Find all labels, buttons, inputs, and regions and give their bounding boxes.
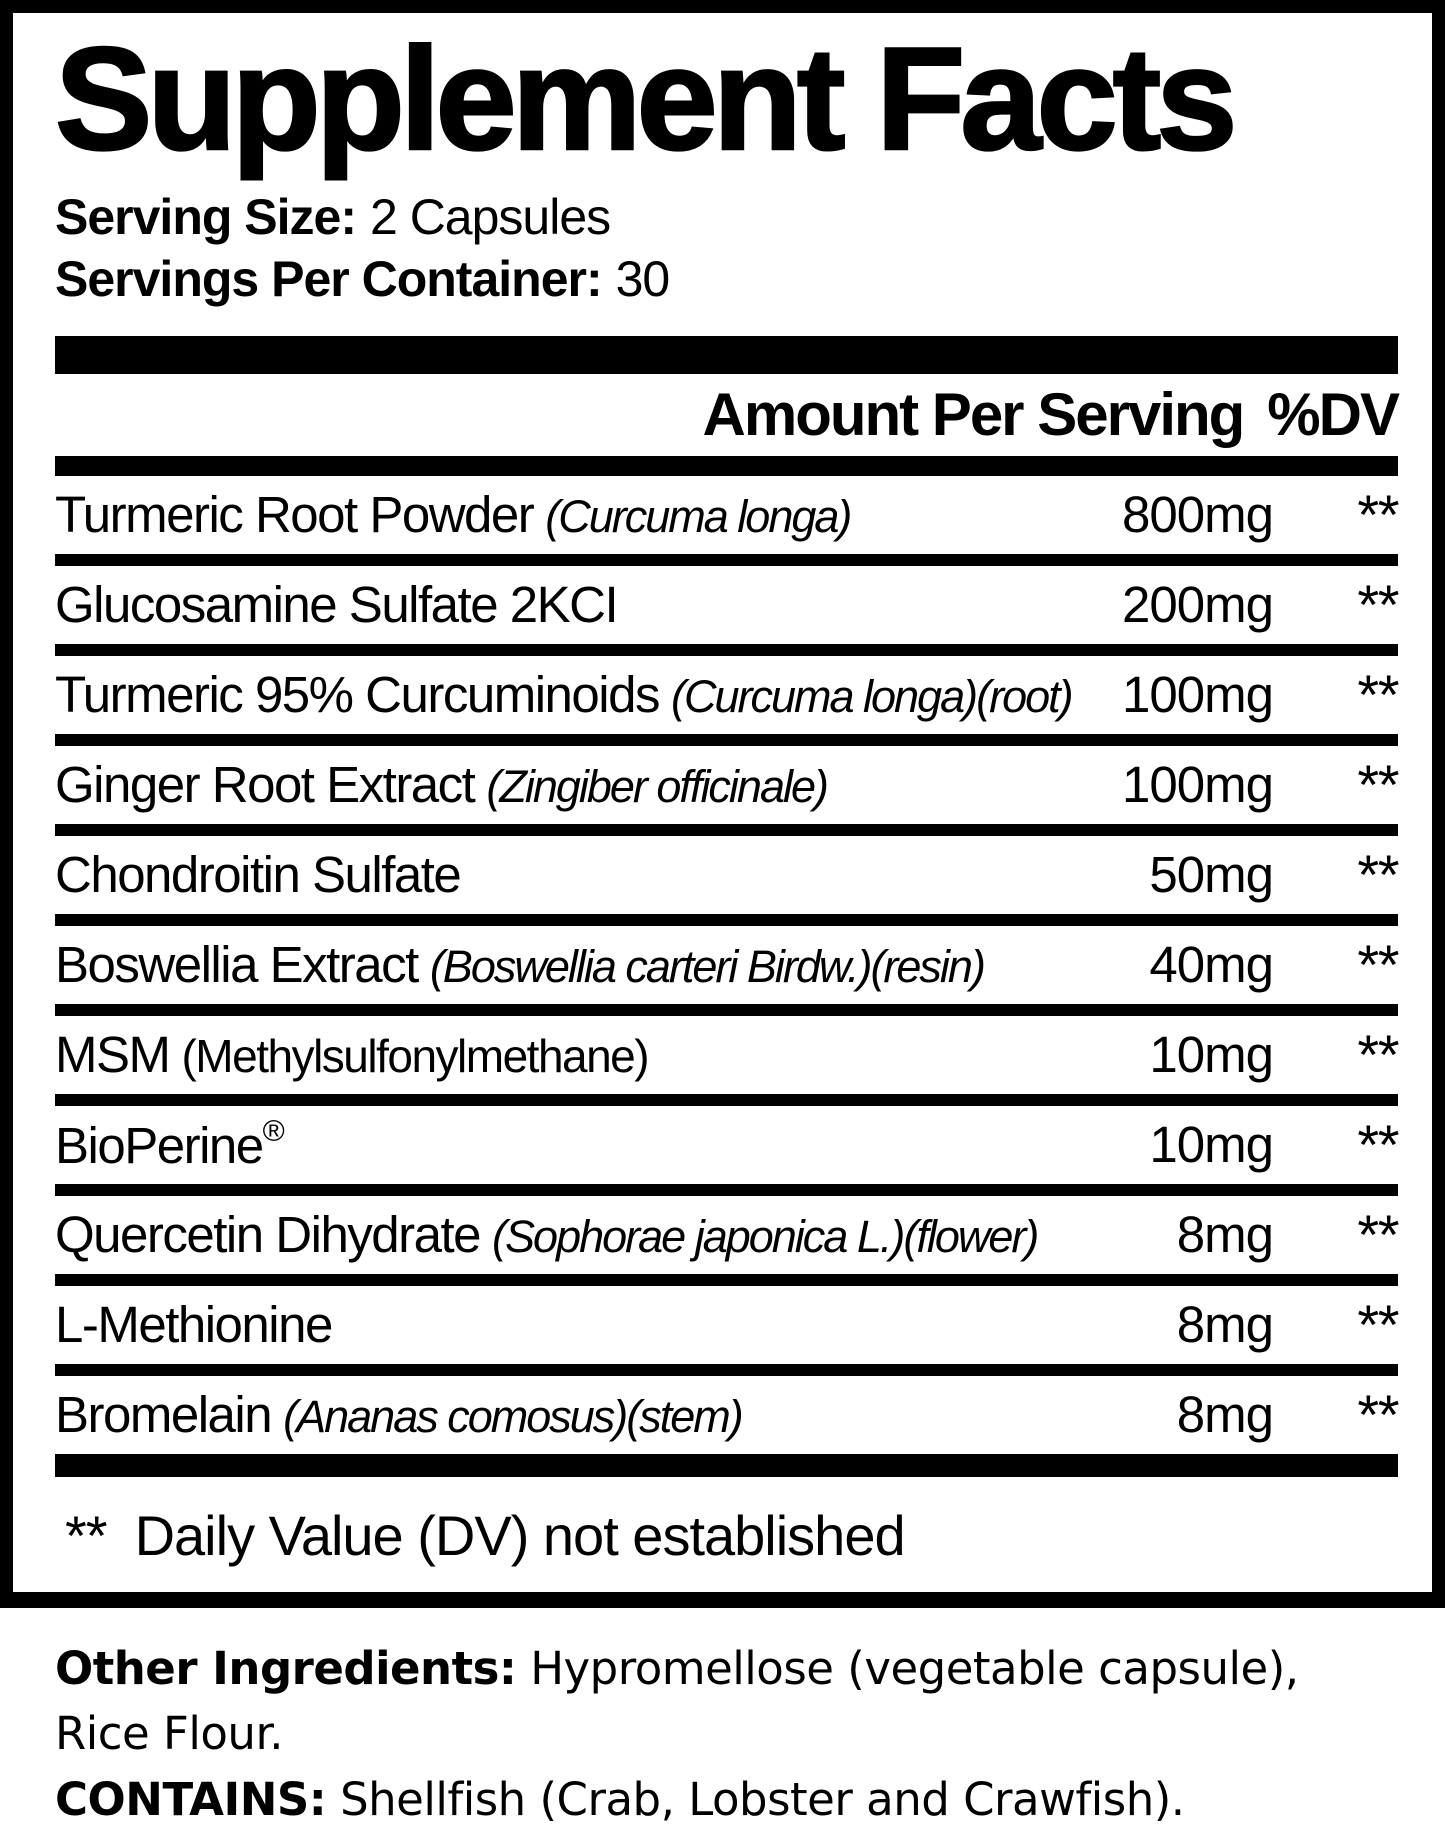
ingredient-amount: 200mg: [1122, 576, 1273, 634]
ingredient-amount: 50mg: [1149, 846, 1273, 904]
amount-per-serving-header: Amount Per Serving: [702, 381, 1244, 449]
ingredient-name: [55, 1205, 1177, 1264]
ingredient-dv: **: [1357, 663, 1398, 727]
serving-size-line: [55, 186, 1398, 248]
ingredient-note: (Methylsulfonylmethane): [181, 1030, 649, 1083]
ingredient-scientific-name: (Boswellia carteri Birdw.)(resin): [429, 941, 984, 993]
ingredient-name: [55, 1115, 1149, 1175]
ingredient-name: [55, 935, 1149, 994]
ingredient-dv: **: [1357, 1293, 1398, 1357]
dv-header: %DV: [1267, 381, 1398, 449]
ingredient-row: [55, 734, 1398, 824]
ingredient-name-text: BioPerine: [55, 1116, 263, 1174]
ingredient-dv: **: [1357, 1023, 1398, 1087]
ingredient-dv: **: [1357, 843, 1398, 907]
ingredient-row: [55, 1364, 1398, 1454]
ingredient-name-text: Boswellia Extract: [55, 936, 418, 994]
divider-thick-bottom: [55, 1454, 1398, 1477]
ingredient-name-text: L-Methionine: [55, 1296, 332, 1354]
ingredient-name: [55, 575, 1122, 634]
ingredient-scientific-name: (Curcuma longa)(root): [670, 671, 1072, 723]
ingredient-dv: **: [1357, 1383, 1398, 1447]
ingredient-row: [55, 644, 1398, 734]
ingredient-name: [55, 485, 1122, 544]
contains-text: Shellfish (Crab, Lobster and Crawfish).: [340, 1772, 1185, 1826]
ingredient-row: [55, 1274, 1398, 1364]
dv-footnote: [55, 1477, 1398, 1568]
ingredient-row: [55, 1004, 1398, 1094]
ingredient-name: [55, 665, 1122, 724]
serving-size-label: Serving Size:: [55, 188, 356, 245]
ingredient-row: [55, 914, 1398, 1004]
ingredient-amount: 100mg: [1122, 756, 1273, 814]
ingredient-name-text: MSM: [55, 1026, 170, 1084]
other-ingredients-label: Other Ingredients:: [55, 1642, 517, 1695]
table-header-row: [55, 374, 1398, 456]
ingredient-name-text: Chondroitin Sulfate: [55, 846, 461, 904]
ingredient-amount: 10mg: [1149, 1116, 1273, 1174]
ingredient-row: [55, 824, 1398, 914]
ingredient-dv: **: [1357, 1203, 1398, 1267]
ingredient-name: [55, 845, 1149, 904]
ingredient-amount: 10mg: [1149, 1026, 1273, 1084]
divider-thick-top: [55, 336, 1398, 374]
ingredient-amount: 8mg: [1176, 1206, 1273, 1264]
ingredient-name-text: Turmeric 95% Curcuminoids: [55, 666, 659, 724]
registered-mark: ®: [262, 1114, 284, 1148]
ingredient-name-text: Ginger Root Extract: [55, 756, 475, 814]
ingredient-amount: 8mg: [1176, 1296, 1273, 1354]
servings-per-container-line: [55, 248, 1398, 310]
ingredient-dv: **: [1357, 933, 1398, 997]
ingredient-dv: **: [1357, 1113, 1398, 1177]
ingredient-scientific-name: (Sophorae japonica L.)(flower): [492, 1211, 1038, 1263]
ingredient-name: [55, 755, 1122, 814]
ingredient-row: [55, 554, 1398, 644]
ingredient-scientific-name: (Ananas comosus)(stem): [283, 1391, 742, 1443]
ingredient-row: [55, 1184, 1398, 1274]
ingredient-amount: 8mg: [1176, 1386, 1273, 1444]
servings-per-container-value: 30: [615, 250, 670, 307]
ingredient-amount: 40mg: [1149, 936, 1273, 994]
ingredient-name-text: Bromelain: [55, 1386, 272, 1444]
footnote-text: Daily Value (DV) not established: [134, 1503, 905, 1567]
ingredient-name: [55, 1025, 1149, 1084]
contains-paragraph: [55, 1767, 1400, 1832]
ingredient-name: [55, 1385, 1177, 1444]
ingredient-amount: 100mg: [1122, 666, 1273, 724]
divider-under-header: [55, 456, 1398, 476]
ingredient-name: [55, 1295, 1177, 1354]
ingredient-rows: [55, 476, 1398, 1454]
panel-title: Supplement Facts: [55, 17, 1233, 180]
ingredient-amount: 800mg: [1122, 486, 1273, 544]
footnote-marker: **: [65, 1503, 107, 1567]
contains-label: CONTAINS:: [55, 1772, 327, 1826]
ingredient-dv: **: [1357, 483, 1398, 547]
serving-size-value: 2 Capsules: [370, 188, 611, 245]
other-ingredients-paragraph: [55, 1636, 1400, 1767]
ingredient-row: [55, 1094, 1398, 1184]
serving-info: [55, 186, 1398, 310]
ingredient-dv: **: [1357, 573, 1398, 637]
servings-per-container-label: Servings Per Container:: [55, 250, 602, 307]
ingredient-row: [55, 476, 1398, 554]
ingredient-scientific-name: (Zingiber officinale): [486, 761, 827, 813]
ingredient-name-text: Quercetin Dihydrate: [55, 1206, 481, 1264]
ingredient-name-text: Turmeric Root Powder: [55, 486, 534, 544]
ingredient-dv: **: [1357, 753, 1398, 817]
below-panel-text: [0, 1608, 1445, 1832]
ingredient-name-text: Glucosamine Sulfate 2KCI: [55, 576, 618, 634]
other-ingredients-text: Hypromellose (vegetable capsule), Rice Flour.: [55, 1642, 1299, 1761]
ingredient-scientific-name: (Curcuma longa): [545, 491, 851, 543]
